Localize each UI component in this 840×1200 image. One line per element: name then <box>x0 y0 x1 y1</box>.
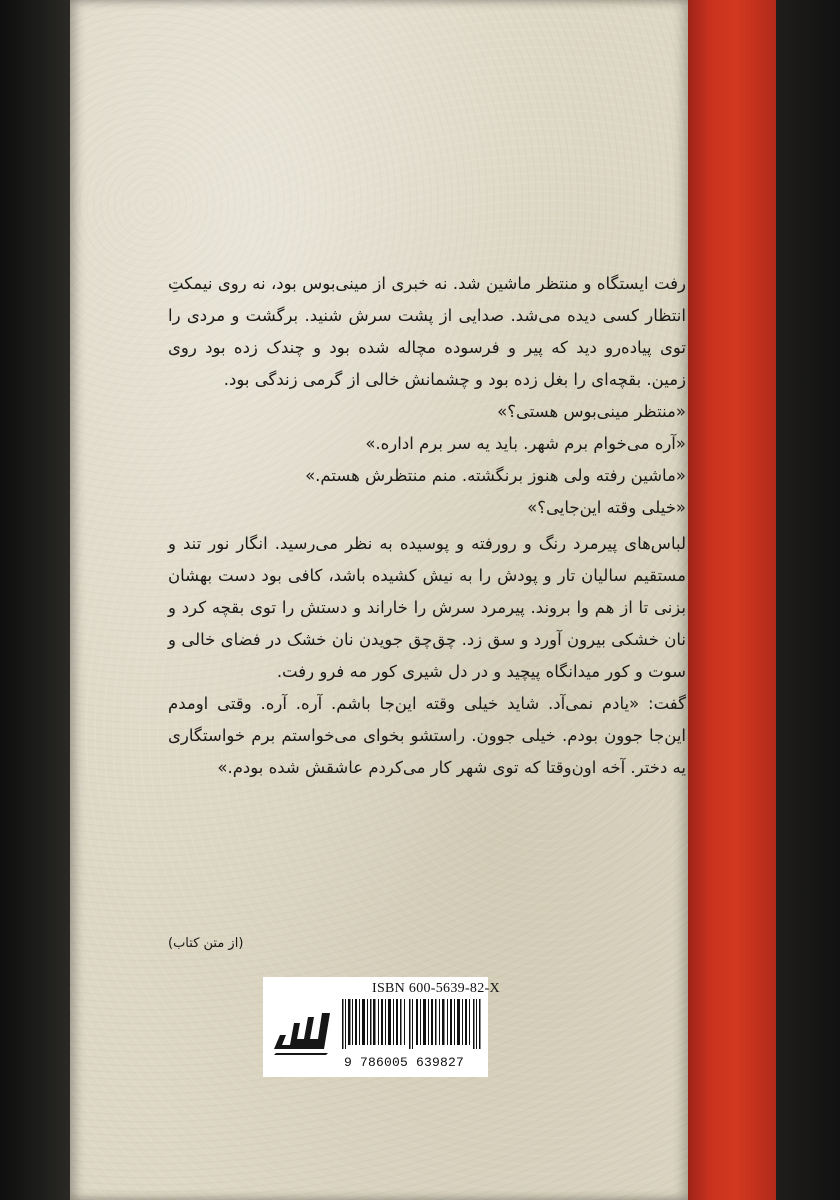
barcode-digits: 9 786005 639827 <box>344 1055 465 1070</box>
isbn-label: ISBN 600-5639-82-X <box>372 981 500 996</box>
dialogue-line-3: «ماشین رفته ولی هنوز برنگشته. منم منتظرش هستم.» <box>305 466 686 485</box>
red-stripe <box>688 0 776 1200</box>
dialogue-line-1: «منتظر مینی‌بوس هستی؟» <box>497 402 686 421</box>
barcode-icon <box>342 999 482 1049</box>
right-dark-stripe <box>776 0 840 1200</box>
excerpt-text <box>168 268 686 784</box>
publisher-logo-icon <box>270 1005 338 1057</box>
excerpt-source: (از متن کتاب) <box>168 936 244 951</box>
excerpt-paragraph-3: گفت: «یادم نمی‌آد. شاید خیلی وقته این‌جا باشم. آره. آره. وقتی اومدم این‌جا جوون بودم. خیلی جوون. راستشو بخوای می‌خواستم برم خواستگاری یه دختر. آخه اون‌وقتا که توی شهر کار می‌کردم عاشقش شده بودم.» <box>168 694 686 777</box>
excerpt-paragraph-1: رفت ایستگاه و منتظر ماشین شد. نه خبری از مینی‌بوس بود، نه روی نیمکتِ انتظار کسی دیده می‌شد. صدایی از پشت سرش شنید. برگشت و مردی را توی پیاده‌رو دید که پیر و فرسوده مچاله شده بود و چندک زده بود روی زمین. بقچه‌ای را بغل زده بود و چشمانش خالی از گرمی زندگی بود. <box>168 274 686 389</box>
excerpt-paragraph-2: لباس‌های پیرمرد رنگ و رورفته و پوسیده به نظر می‌رسید. انگار نور تند و مستقیم سالیان تار و پودش را به نیش کشیده باشد، کافی بود دست بهشان بزنی تا از هم وا بروند. پیرمرد سرش را خاراند و دستش را توی بقچه کرد و نان خشکی بیرون آورد و سق زد. چق‌چق جویدن نان خشک در فضای خالی و سوت و کور میدانگاه پیچید و در دل شیری کور مه فرو رفت. <box>168 534 686 681</box>
dialogue-line-4: «خیلی وقته این‌جایی؟» <box>527 498 686 517</box>
dialogue-line-2: «آره می‌خوام برم شهر. باید یه سر برم اداره.» <box>365 434 686 453</box>
left-dark-stripe <box>0 0 70 1200</box>
